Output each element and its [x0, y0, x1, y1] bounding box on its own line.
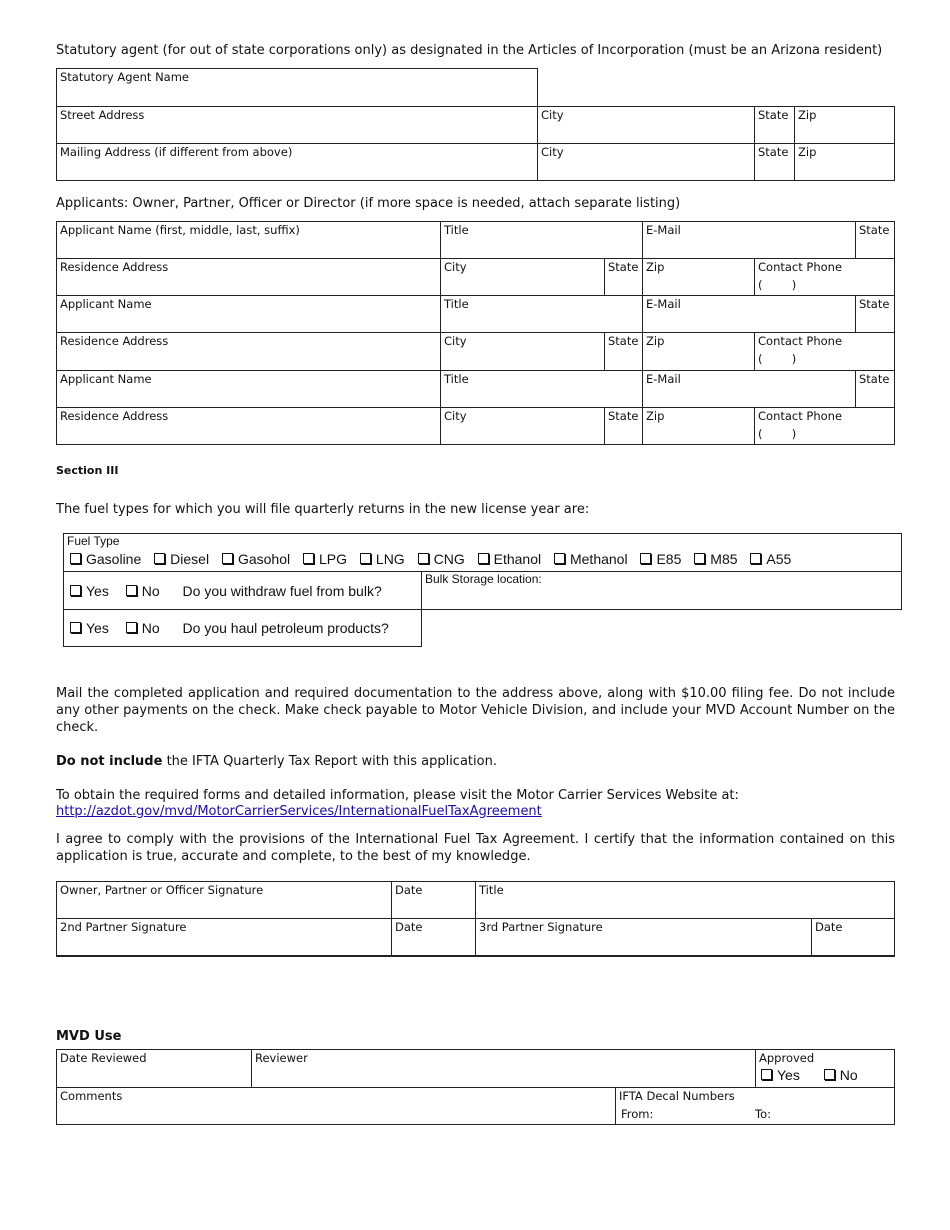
fuel-option-e85[interactable]: E85: [640, 551, 681, 567]
field-label: City: [444, 260, 467, 274]
haul-yes-checkbox[interactable]: Yes: [70, 620, 109, 636]
fuel-intro: The fuel types for which you will file quarterly returns in the new license year are:: [56, 502, 590, 517]
field-label: Owner, Partner or Officer Signature: [60, 883, 264, 897]
bulk-storage-location-field[interactable]: [421, 571, 902, 610]
field-label: State: [758, 108, 789, 122]
checkbox-icon: [70, 553, 81, 564]
field-label: Title: [444, 372, 469, 386]
field-label: Street Address: [60, 108, 145, 122]
statutory-street-field[interactable]: [56, 106, 538, 144]
field-label: State: [608, 260, 639, 274]
field-label: 3rd Partner Signature: [479, 920, 603, 934]
statutory-agent-name-field[interactable]: [56, 68, 538, 107]
field-label: State: [859, 297, 890, 311]
applicant-1-residence-field[interactable]: [56, 258, 441, 296]
website-link[interactable]: http://azdot.gov/mvd/MotorCarrierServices/InternationalFuelTaxAgreement: [56, 804, 542, 819]
applicant-2-name-field[interactable]: [56, 295, 441, 333]
field-label: Date: [395, 920, 423, 934]
field-label: Title: [444, 223, 469, 237]
field-label: City: [541, 145, 564, 159]
fuel-option-m85[interactable]: M85: [694, 551, 737, 567]
phone-format: ( ): [758, 278, 797, 292]
fuel-option-diesel[interactable]: Diesel: [154, 551, 209, 567]
statutory-mailing-zip-field[interactable]: [794, 143, 895, 181]
applicant-3-residence-field[interactable]: [56, 407, 441, 445]
obtain-forms-text: To obtain the required forms and detailed information, please visit the Motor Carrier Services Website at:: [56, 788, 739, 803]
do-not-include-bold: Do not include: [56, 754, 163, 769]
bulk-withdraw-row: [63, 571, 422, 610]
checkbox-icon: [303, 553, 314, 564]
fuel-option-cng[interactable]: CNG: [418, 551, 465, 567]
checkbox-icon: [418, 553, 429, 564]
checkbox-icon: [640, 553, 651, 564]
applicant-3-email-field[interactable]: [642, 370, 856, 408]
field-label: E-Mail: [646, 223, 681, 237]
do-not-include-note: [56, 753, 895, 770]
applicant-3-name-field[interactable]: [56, 370, 441, 408]
field-label: Bulk Storage location:: [425, 572, 542, 586]
checkbox-icon: [750, 553, 761, 564]
partner2-signature-field[interactable]: [56, 918, 392, 957]
haul-petroleum-row: [63, 609, 422, 647]
fuel-option-a55[interactable]: A55: [750, 551, 791, 567]
applicant-3-res-state-field[interactable]: [604, 407, 643, 445]
applicants-heading: Applicants: Owner, Partner, Officer or Director (if more space is needed, attach separate listing): [56, 196, 681, 211]
decal-from-label: From:: [621, 1107, 654, 1121]
field-label: Residence Address: [60, 260, 169, 274]
field-label: Mailing Address (if different from above): [60, 145, 293, 159]
bulk-question: Do you withdraw fuel from bulk?: [182, 583, 382, 599]
phone-format: ( ): [758, 352, 797, 366]
field-label: Statutory Agent Name: [60, 70, 190, 84]
checkbox-icon: [824, 1069, 835, 1080]
checkbox-icon: [694, 553, 705, 564]
applicant-1-phone-field[interactable]: [754, 258, 895, 296]
field-label: Applicant Name: [60, 297, 152, 311]
field-label: Zip: [646, 260, 665, 274]
checkbox-icon: [70, 585, 81, 596]
date-reviewed-field[interactable]: [56, 1049, 252, 1088]
owner-title-field[interactable]: [475, 881, 895, 919]
field-label: 2nd Partner Signature: [60, 920, 187, 934]
statutory-mailing-field[interactable]: [56, 143, 538, 181]
fuel-option-ethanol[interactable]: Ethanol: [478, 551, 541, 567]
applicant-3-state-field[interactable]: [855, 370, 895, 408]
field-label: E-Mail: [646, 372, 681, 386]
partner2-date-field[interactable]: [391, 918, 476, 957]
haul-no-checkbox[interactable]: No: [126, 620, 160, 636]
applicant-2-email-field[interactable]: [642, 295, 856, 333]
field-label: State: [758, 145, 789, 159]
checkbox-icon: [478, 553, 489, 564]
mail-instructions: Mail the completed application and required documentation to the address above, along with $10.00 filing fee. Do not include any other payments on the check. Make check payable to Motor Vehicle Division, and include your MVD Account Number on the check.: [56, 686, 895, 735]
applicant-1-res-state-field[interactable]: [604, 258, 643, 296]
approved-yes-checkbox[interactable]: Yes: [761, 1067, 800, 1083]
statutory-zip-field[interactable]: [794, 106, 895, 144]
fuel-option-lpg[interactable]: LPG: [303, 551, 347, 567]
applicant-2-residence-field[interactable]: [56, 332, 441, 371]
approved-no-checkbox[interactable]: No: [824, 1067, 858, 1083]
applicant-1-zip-field[interactable]: [642, 258, 755, 296]
applicant-2-title-field[interactable]: [440, 295, 643, 333]
statutory-mailing-state-field[interactable]: [754, 143, 795, 181]
fuel-type-label: Fuel Type: [67, 534, 120, 548]
fuel-option-gasohol[interactable]: Gasohol: [222, 551, 290, 567]
field-label: Date Reviewed: [60, 1051, 147, 1065]
statutory-state-field[interactable]: [754, 106, 795, 144]
statutory-heading: Statutory agent (for out of state corporations only) as designated in the Articles of Incorporation (must be an Arizona resident): [56, 43, 883, 58]
field-label: IFTA Decal Numbers: [619, 1089, 735, 1103]
reviewer-field[interactable]: [251, 1049, 756, 1088]
bulk-no-checkbox[interactable]: No: [126, 583, 160, 599]
haul-question: Do you haul petroleum products?: [182, 620, 389, 636]
applicant-1-title-field[interactable]: [440, 221, 643, 259]
phone-format: ( ): [758, 427, 797, 441]
fuel-checkbox-list: [70, 551, 791, 567]
checkbox-icon: [761, 1069, 772, 1080]
field-label: Contact Phone: [758, 409, 843, 423]
applicant-3-city-field[interactable]: [440, 407, 605, 445]
statutory-city-field[interactable]: [537, 106, 755, 144]
checkbox-icon: [70, 622, 81, 633]
applicant-2-phone-field[interactable]: [754, 332, 895, 371]
checkbox-icon: [126, 622, 137, 633]
field-label: Approved: [759, 1051, 815, 1065]
applicant-1-name-field[interactable]: [56, 221, 441, 259]
applicant-3-zip-field[interactable]: [642, 407, 755, 445]
applicant-2-res-state-field[interactable]: [604, 332, 643, 371]
field-label: Zip: [798, 108, 817, 122]
checkbox-icon: [222, 553, 233, 564]
field-label: State: [608, 334, 639, 348]
owner-signature-field[interactable]: [56, 881, 392, 919]
decal-to-label: To:: [755, 1107, 771, 1121]
applicant-2-city-field[interactable]: [440, 332, 605, 371]
field-label: City: [444, 334, 467, 348]
field-label: Contact Phone: [758, 334, 843, 348]
checkbox-icon: [126, 585, 137, 596]
fuel-option-gasoline[interactable]: Gasoline: [70, 551, 141, 567]
applicant-1-state-field[interactable]: [855, 221, 895, 259]
field-label: E-Mail: [646, 297, 681, 311]
field-label: City: [444, 409, 467, 423]
do-not-include-rest: the IFTA Quarterly Tax Report with this application.: [162, 754, 497, 769]
field-label: State: [859, 223, 890, 237]
applicant-3-title-field[interactable]: [440, 370, 643, 408]
bulk-yes-checkbox[interactable]: Yes: [70, 583, 109, 599]
field-label: Residence Address: [60, 409, 169, 423]
owner-date-field[interactable]: [391, 881, 476, 919]
section-heading: Section III: [56, 464, 119, 477]
applicant-2-state-field[interactable]: [855, 295, 895, 333]
applicant-3-phone-field[interactable]: [754, 407, 895, 445]
website-link-wrap: [56, 804, 542, 819]
field-label: Contact Phone: [758, 260, 843, 274]
partner3-signature-field[interactable]: [475, 918, 812, 957]
applicant-1-email-field[interactable]: [642, 221, 856, 259]
field-label: Title: [479, 883, 504, 897]
field-label: Reviewer: [255, 1051, 308, 1065]
field-label: Comments: [60, 1089, 123, 1103]
checkbox-icon: [360, 553, 371, 564]
approved-field: [755, 1049, 895, 1088]
checkbox-icon: [154, 553, 165, 564]
field-label: Zip: [646, 334, 665, 348]
field-label: City: [541, 108, 564, 122]
comments-field[interactable]: [56, 1087, 616, 1125]
fuel-option-lng[interactable]: LNG: [360, 551, 405, 567]
applicant-1-city-field[interactable]: [440, 258, 605, 296]
field-label: Date: [395, 883, 423, 897]
checkbox-icon: [554, 553, 565, 564]
agreement-text: I agree to comply with the provisions of the International Fuel Tax Agreement. I certify that the information contained on this application is true, accurate and complete, to the best of my knowledge.: [56, 832, 895, 864]
applicant-2-zip-field[interactable]: [642, 332, 755, 371]
fuel-option-methanol[interactable]: Methanol: [554, 551, 628, 567]
field-label: Zip: [798, 145, 817, 159]
field-label: Date: [815, 920, 843, 934]
field-label: Residence Address: [60, 334, 169, 348]
field-label: Zip: [646, 409, 665, 423]
statutory-mailing-city-field[interactable]: [537, 143, 755, 181]
ifta-decal-field[interactable]: [615, 1087, 895, 1125]
fuel-type-box: [63, 533, 902, 572]
field-label: State: [859, 372, 890, 386]
field-label: Applicant Name: [60, 372, 152, 386]
partner3-date-field[interactable]: [811, 918, 895, 957]
field-label: Applicant Name (first, middle, last, suffix): [60, 223, 300, 237]
field-label: Title: [444, 297, 469, 311]
mvd-use-heading: MVD Use: [56, 1029, 122, 1044]
field-label: State: [608, 409, 639, 423]
